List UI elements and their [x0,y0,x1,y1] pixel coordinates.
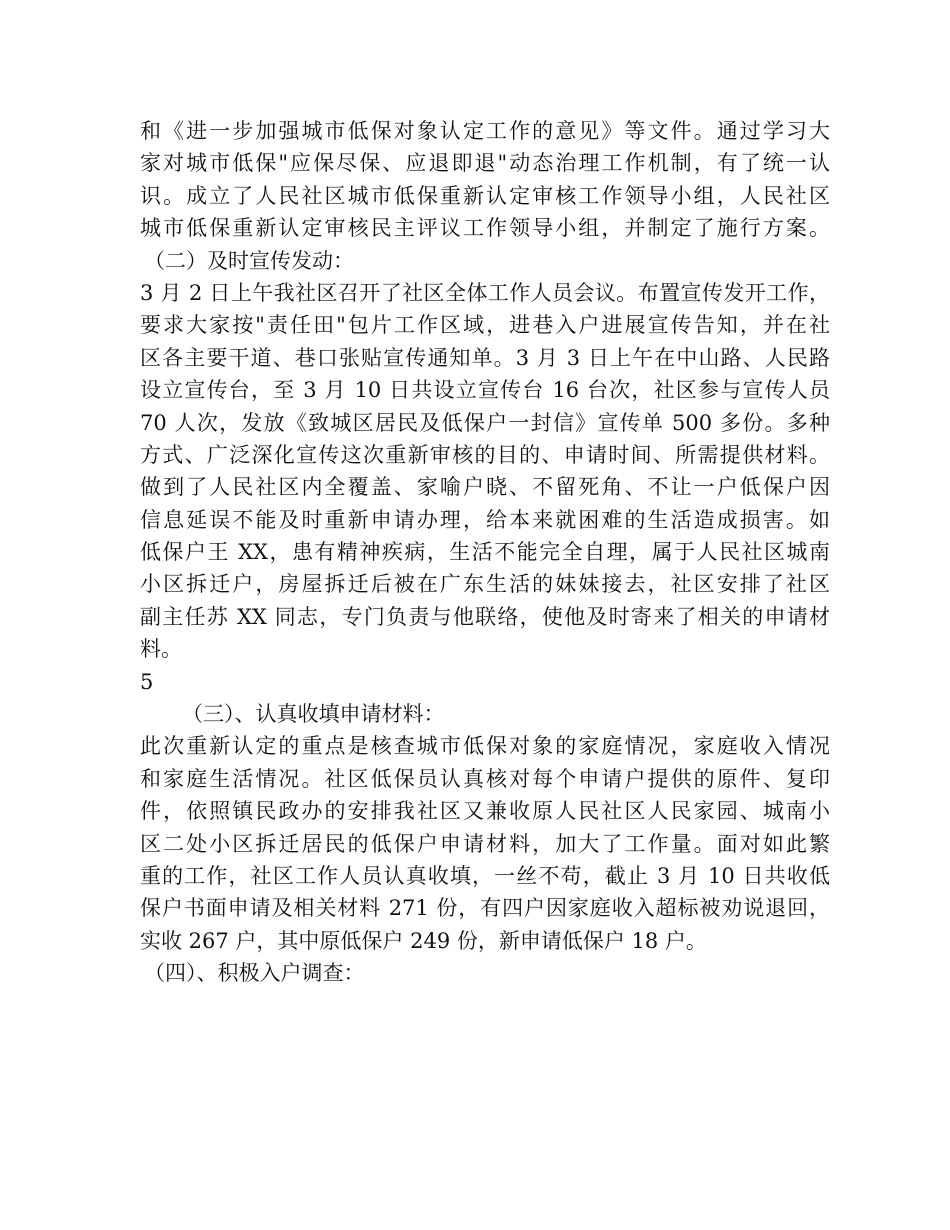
paragraph-line: 低保户王 XX，患有精神疾病，生活不能完全自理，属于人民社区城南 [140,540,830,565]
paragraph-line: 此次重新认定的重点是核查城市低保对象的家庭情况，家庭收入情况 [140,734,830,759]
paragraph-line: 重的工作，社区工作人员认真收填，一丝不苟，截止 3 月 10 日共收低 [140,863,830,888]
paragraph-line: 小区拆迁户，房屋拆迁后被在广东生活的妹妹接去，社区安排了社区 [140,572,830,597]
paragraph-line: 家对城市低保"应保尽保、应退即退"动态治理工作机制，有了统一认 [140,151,830,176]
section-heading: （三）、认真收填申请材料： [182,702,445,727]
document-body [140,115,830,990]
paragraph-line: 保户书面申请及相关材料 271 份，有四户因家庭收入超标被劝说退回， [140,896,830,921]
paragraph-line: 70 人次，发放《致城区居民及低保户一封信》宣传单 500 多份。多种 [140,410,830,435]
paragraph-line: 城市低保重新认定审核民主评议工作领导小组，并制定了施行方案。 [140,216,830,241]
paragraph-line: 实收 267 户，其中原低保户 249 份，新申请低保户 18 户。 [140,928,707,953]
paragraph-line: 设立宣传台，至 3 月 10 日共设立宣传台 16 台次，社区参与宣传人员 [140,378,830,403]
paragraph-line: 件，依照镇民政办的安排我社区又兼收原人民社区人民家园、城南小 [140,799,830,824]
paragraph-line: 方式、广泛深化宣传这次重新审核的目的、申请时间、所需提供材料。 [140,442,830,467]
paragraph-line: 和家庭生活情况。社区低保员认真核对每个申请户提供的原件、复印 [140,766,830,791]
page-number: 5 [140,669,154,694]
paragraph-line: 识。成立了人民社区城市低保重新认定审核工作领导小组，人民社区 [140,183,830,208]
paragraph-line: 副主任苏 XX 同志，专门负责与他联络，使他及时寄来了相关的申请材 [140,604,830,629]
paragraph-line: 3 月 2 日上午我社区召开了社区全体工作人员会议。布置宣传发开工作， [140,280,830,305]
paragraph-line: 做到了人民社区内全覆盖、家喻户晓、不留死角、不让一户低保户因 [140,475,830,500]
paragraph-line: 区各主要干道、巷口张贴宣传通知单。3 月 3 日上午在中山路、人民路 [140,345,830,370]
section-heading: （二）及时宣传发动： [144,248,354,273]
paragraph-line: 和《进一步加强城市低保对象认定工作的意见》等文件。通过学习大 [140,119,830,143]
paragraph-line: 区二处小区拆迁居民的低保户申请材料，加大了工作量。面对如此繁 [140,831,830,856]
paragraph-line: 要求大家按"责任田"包片工作区域，进巷入户进展宣传告知，并在社 [140,313,830,338]
section-heading: （四）、积极入户调查： [144,961,365,986]
paragraph-line: 料。 [140,637,182,662]
paragraph-line: 信息延误不能及时重新申请办理，给本来就困难的生活造成损害。如 [140,507,830,532]
